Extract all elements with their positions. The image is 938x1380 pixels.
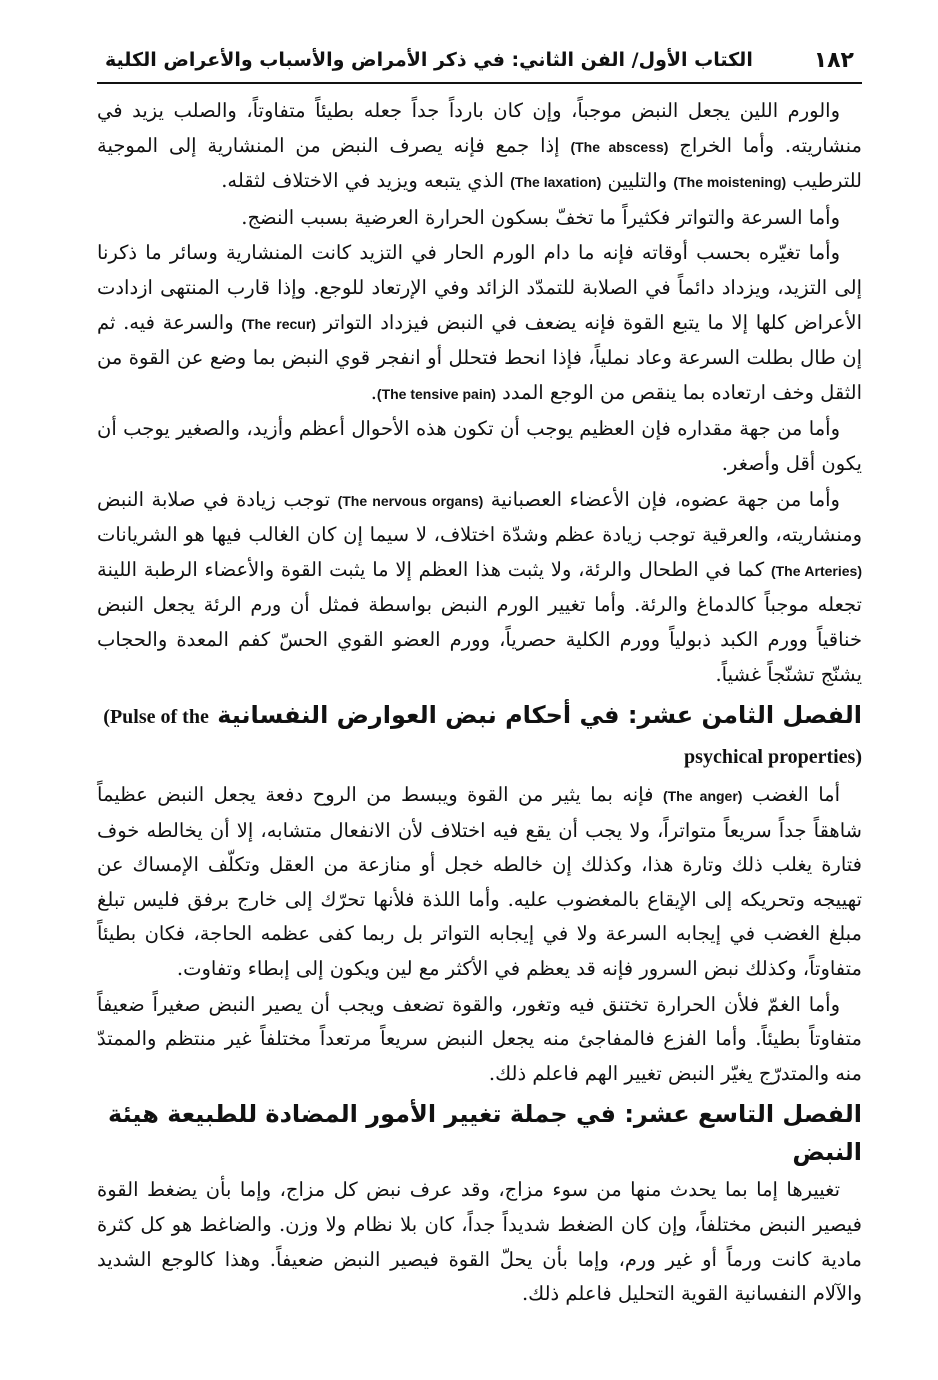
text-run: والسرعة فيه. ثم إن طال بطلت السرعة وعاد نملياً، فإذا انحط فتحلل أو انفجر قوي النبض بما وضع عن القوة من الثقل وخف ارتعاده بما ينقص من الوجع المدد [97,310,862,404]
section-heading-19 [97,1095,862,1171]
heading-arabic: الفصل التاسع عشر: في جملة تغيير الأمور المضادة للطبيعة هيئة النبض [108,1100,862,1167]
paragraph-anger [97,778,862,987]
english-term: (The anger) [662,788,743,805]
heading-arabic: الفصل الثامن عشر: في أحكام نبض العوارض النفسانية [217,701,862,730]
text-run: والورم اللين يجعل النبض موجباً، وإن كان بارداً جداً جعله بطيئاً متفاوتاً، والصلب يزيد في منشاريته. وأما الخراج [97,99,862,157]
running-head [97,38,862,84]
paragraph-speed: وأما السرعة والتواتر فكثيراً ما تخفّ بسكون الحرارة العرضية بسبب النضج. [241,205,840,229]
text-run: إذا جمع فإنه يصرف النبض من المنشارية إلى الموجية للترطيب [97,133,862,193]
paragraph-soft-tumor [97,94,862,200]
header-title: الكتاب الأول/ الفن الثاني: في ذكر الأمراض والأسباب والأعراض الكلية [105,49,753,71]
heading-english: (Pulse of the psychical properties) [103,706,862,769]
text-run: أما الغضب [751,783,841,807]
paragraph-unnatural: تغييرها إما بما يحدث منها من سوء مزاج، وقد عرف نبض كل مزاج، وإما بأن يضغط القوة فيصير النبض مختلفاً، وإن كان الضغط شديداً جداً، كان بلا نظام ولا وزن. والضاغط هو كل كثرة مادية كانت ورماً أو غير ورم، وإما بأن يحلّ القوة فيصير النبض ضعيفاً. وهذا كالوجع الشديد والآلام النفسانية القوية التحليل فاعلم ذلك. [97,1178,862,1306]
section-heading-18 [97,696,862,776]
english-term: (The abscess) [570,138,669,155]
english-term: (The laxation) [510,174,602,191]
paragraph-timing [97,236,862,411]
text-run: كما في الطحال والرئة، ولا يثبت هذا العظم إلا ما يثبت القوة والأعضاء الرطبة اللينة تجعله موجباً كالدماغ والرئة. وأما تغيير الورم النبض بواسطة فمثل أن ورم الرئة يجعل النبض خناقياً وورم الكبد ذبولياً وورم الكلية حصرياً، وورم العضو القوي الحسّ كفم المعدة والحجاب يشنّج تشنّجاً غشياً. [97,557,862,686]
english-term: (The nervous organs) [337,492,484,509]
page-number: ١٨٢ [813,47,854,73]
paragraph-organ [97,483,862,693]
paragraph-grief: وأما الغمّ فلأن الحرارة تختنق فيه وتغور، والقوة تضعف ويجب أن يصير النبض صغيراً ضعيفاً متفاوتاً بطيئاً. وأما الفزع فالمفاجئ منه يجعل النبض سريعاً مرتعداً مختلفاً غير منتظم والممتدّ منه والمتدرّج يغيّر النبض تغيير الهم فاعلم ذلك. [97,992,862,1085]
text-run: فإنه بما يثير من القوة ويبسط من الروح دفعة يجعل النبض عظيماً شاهقاً جداً سريعاً متواتراً، ولا يجب أن يقع فيه اختلاف لأن الانفعال متشابه، إلا أن يخالطه خوف فتارة يغلب ذلك وتارة هذا، وكذلك إن خالطه خجل أو منازعة من العقل وتكلّف الإمساك عن تهييجه وتحريكه إلى الإيقاع بالمغضوب عليه. وأما اللذة فلأنها تحرّك إلى خارج برفق فليس تبلغ مبلغ الغضب في إيجابه السرعة ولا في إيجابه التواتر بل ربما كفى عظمه الحاجة، فكان بطيئاً متفاوتاً، وكذلك نبض السرور فإنه قد يعظم في الأكثر مع لين ويكون إلى إبطاء وتفاوت. [97,783,862,981]
text-run: . [370,380,377,404]
english-term: (The moistening) [673,174,787,191]
text-run: والتليين [607,169,668,193]
text-run: الذي يتبعه ويزيد في الاختلاف لثقله. [221,169,505,193]
text-run: وأما من جهة عضوه، فإن الأعضاء العصبانية [490,487,840,511]
page-body [97,94,862,1312]
text-run: وأما تغيّره بحسب أوقاته فإنه ما دام الورم الحار في التزيد كانت المنشارية وسائر ما ذكرنا إلى التزيد، ويزداد دائماً في الصلابة للتمدّد الزائد وفي الإرتعاد للوجع. وإذا قارب المنتهى ازدادت الأعراض كلها إلا ما يتبع القوة فإنه يضعف في النبض فيزداد التواتر [97,241,863,334]
english-term: (The recur) [241,315,316,332]
text-run: توجب زيادة في صلابة النبض ومنشاريته، والعرقية توجب زيادة عظم وشدّة اختلاف، لا سيما إن كان الغالب فيها هو الشريانات [97,487,862,547]
english-term: (The Arteries) [770,562,862,579]
paragraph-size: وأما من جهة مقداره فإن العظيم يوجب أن تكون هذه الأحوال أعظم وأزيد، والصغير يوجب أن يكون أقل وأصغر. [97,417,862,475]
english-term: (The tensive pain) [376,385,496,402]
